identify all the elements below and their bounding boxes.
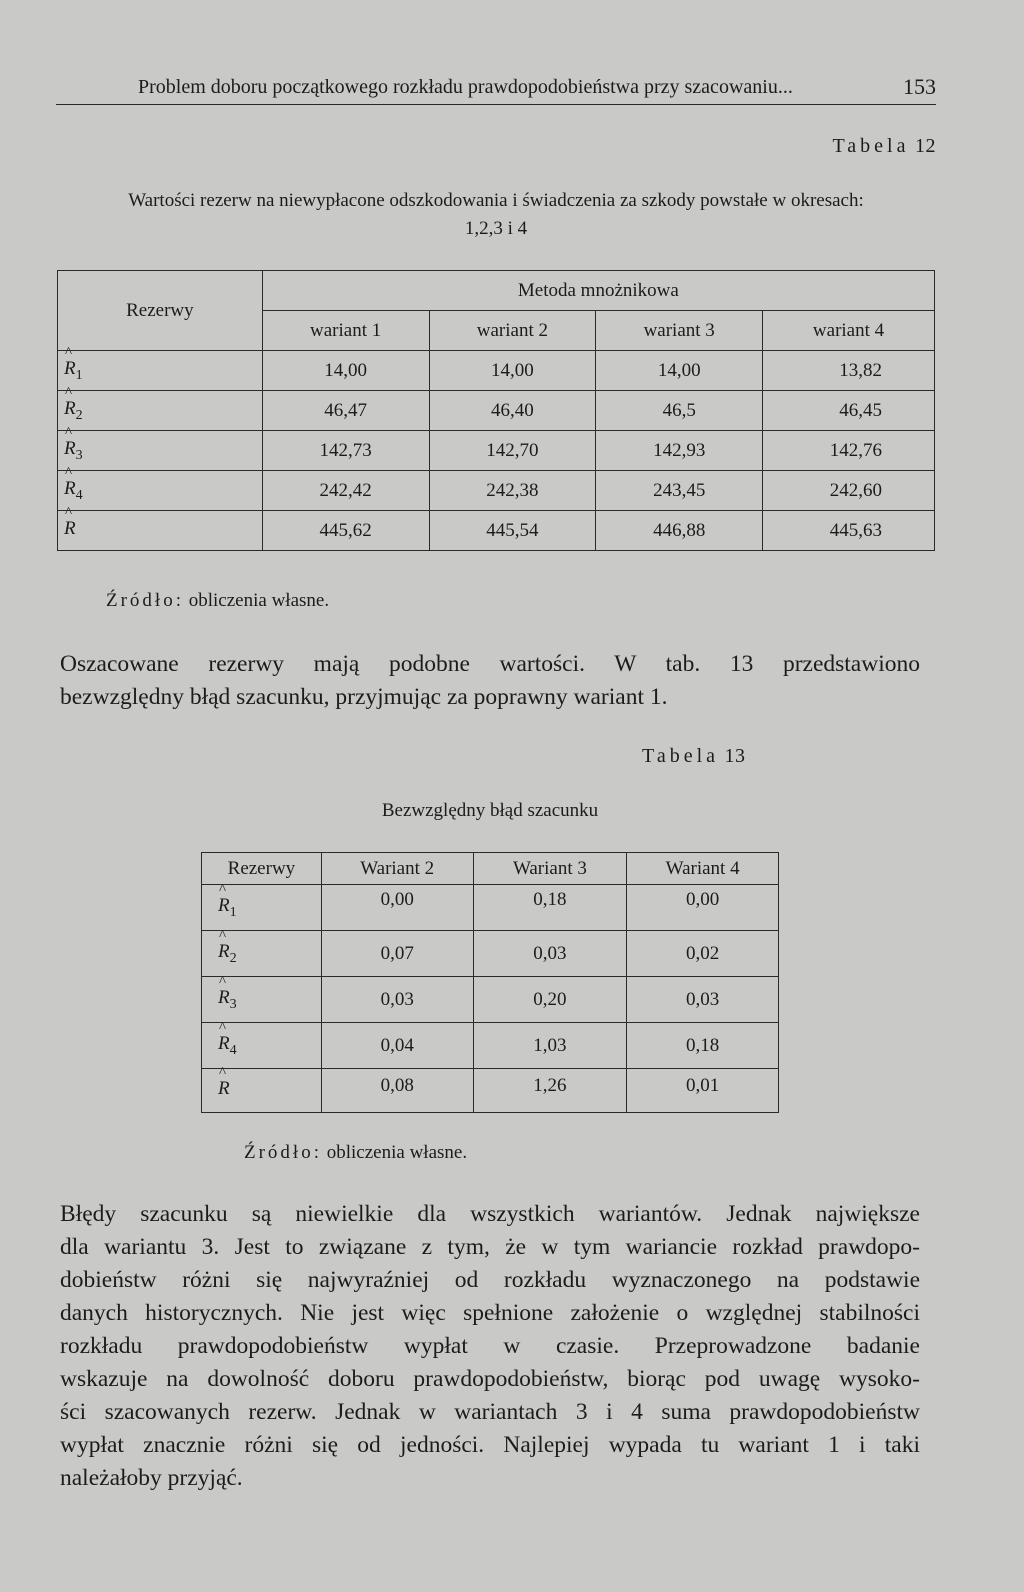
row-label [58, 511, 263, 551]
paragraph-line: wypłat znacznie różni się od jedności. Najlepiej wypada tu wariant 1 i taki [60, 1432, 920, 1458]
table-cell: 0,18 [627, 1023, 779, 1069]
table-cell: 0,03 [473, 931, 627, 977]
table13-column-headers [202, 853, 779, 885]
table-cell: 0,08 [321, 1069, 473, 1113]
table13-label-word: Tabela [642, 745, 720, 767]
table-row [202, 885, 779, 931]
row-label [58, 351, 263, 391]
reserve-symbol: ^ $R_4$ [64, 478, 83, 504]
table-cell: 142,70 [429, 431, 596, 471]
reserve-symbol: ^ $R_2$ [218, 941, 237, 967]
source-text: obliczenia własne. [188, 590, 330, 611]
paragraph-line: bezwzględny błąd szacunku, przyjmując za poprawny wariant 1. [60, 684, 668, 710]
table13 [201, 852, 779, 1113]
table-cell: 142,76 [763, 431, 935, 471]
table12-col-header: wariant 4 [763, 311, 935, 351]
paragraph-line: rozkładu prawdopodobieństw wypłat w czasie. Przeprowadzone badanie [60, 1333, 920, 1359]
reserve-symbol: ^ $R_4$ [218, 1033, 237, 1059]
row-label [202, 1023, 322, 1069]
table-cell: 0,00 [627, 885, 779, 931]
table-cell: 445,63 [763, 511, 935, 551]
table-row [58, 351, 935, 391]
table-cell: 0,07 [321, 931, 473, 977]
running-head [56, 74, 936, 105]
table13-col-header: Wariant 2 [321, 853, 473, 885]
source-label: Źródło: [244, 1142, 322, 1163]
table13-col-header: Wariant 3 [473, 853, 627, 885]
table-row [58, 391, 935, 431]
row-label [202, 977, 322, 1023]
table12-group-header [262, 271, 934, 311]
table-cell: 1,03 [473, 1023, 627, 1069]
source-label: Źródło: [106, 590, 184, 611]
reserve-symbol: ^ $R_3$ [218, 987, 237, 1013]
table12-col-header: wariant 2 [429, 311, 596, 351]
table-cell: 0,18 [473, 885, 627, 931]
row-label [202, 1069, 322, 1113]
reserve-symbol: ^ $R_1$ [64, 358, 83, 384]
running-title: Problem doboru początkowego rozkładu prawdopodobieństwa przy szacowaniu... [138, 76, 793, 98]
paragraph-line: należałoby przyjąć. [60, 1465, 243, 1491]
table13-caption: Bezwzględny błąd szacunku [381, 800, 599, 821]
table-cell: 46,45 [763, 391, 935, 431]
row-label [58, 471, 263, 511]
table-cell: 142,93 [596, 431, 763, 471]
table12-group-header-text: Metoda mnożnikowa [517, 279, 679, 301]
table-row [202, 977, 779, 1023]
table12-label [832, 135, 936, 158]
paragraph-line: danych historycznych. Nie jest więc spełnione założenie o względnej stabilności [60, 1300, 920, 1326]
table-cell: 0,00 [321, 885, 473, 931]
reserve-symbol: ^ R [218, 1078, 230, 1104]
table-row [202, 1023, 779, 1069]
table-cell: 445,54 [429, 511, 596, 551]
table-cell: 46,5 [596, 391, 763, 431]
table-cell: 242,60 [763, 471, 935, 511]
table-cell: 142,73 [262, 431, 429, 471]
table12-caption-line1: Wartości rezerw na niewypłacone odszkodowania i świadczenia za szkody powstałe w okresach: [128, 190, 864, 211]
reserve-symbol: ^ $R_1$ [218, 895, 237, 921]
table-cell: 242,38 [429, 471, 596, 511]
table-cell: 0,03 [627, 977, 779, 1023]
row-label [58, 431, 263, 471]
page-number: 153 [903, 74, 936, 99]
paragraph-line: ści szacowanych rezerw. Jednak w wariantach 3 i 4 suma prawdopodobieństw [60, 1399, 920, 1425]
paragraph-line: dla wariantu 3. Jest to związane z tym, że w tym wariancie rozkład prawdopo- [60, 1234, 920, 1260]
paragraph-line: Błędy szacunku są niewielkie dla wszystkich wariantów. Jednak największe [60, 1201, 920, 1227]
table13-col-header: Wariant 4 [627, 853, 779, 885]
table-cell: 14,00 [429, 351, 596, 391]
table12-source [106, 590, 329, 612]
source-text: obliczenia własne. [326, 1142, 468, 1163]
table12 [57, 270, 935, 551]
table-row [202, 931, 779, 977]
paragraph-line: wskazuje na dowolność doboru prawdopodobieństw, biorąc pod uwagę wysoko- [60, 1366, 920, 1392]
reserve-symbol: ^ $R_3$ [64, 438, 83, 464]
table13-label [642, 745, 746, 768]
table-row [58, 511, 935, 551]
table-cell: 243,45 [596, 471, 763, 511]
table-row [202, 1069, 779, 1113]
table12-row-header [58, 271, 263, 351]
table-cell: 13,82 [763, 351, 935, 391]
reserve-symbol: ^ $R_2$ [64, 398, 83, 424]
table12-col-header: wariant 1 [262, 311, 429, 351]
table-cell: 0,20 [473, 977, 627, 1023]
reserve-symbol: ^ R [64, 518, 76, 544]
table13-col-header: Rezerwy [202, 853, 322, 885]
table-cell: 1,26 [473, 1069, 627, 1113]
table12-label-word: Tabela [832, 135, 910, 157]
table-cell: 446,88 [596, 511, 763, 551]
table-cell: 0,02 [627, 931, 779, 977]
table-cell: 0,03 [321, 977, 473, 1023]
table12-row-header-text: Rezerwy [126, 299, 194, 321]
row-label [202, 931, 322, 977]
paragraph-1 [60, 648, 920, 714]
table-cell: 46,47 [262, 391, 429, 431]
table-cell: 445,62 [262, 511, 429, 551]
table-cell: 242,42 [262, 471, 429, 511]
paragraph-line: dobieństw różni się najwyraźniej od rozkładu wyznaczonego na podstawie [60, 1267, 920, 1293]
table-row [58, 471, 935, 511]
row-label [202, 885, 322, 931]
paragraph-line: Oszacowane rezerwy mają podobne wartości. W tab. 13 przedstawiono [60, 651, 920, 677]
table-cell: 46,40 [429, 391, 596, 431]
table12-caption-line2: 1,2,3 i 4 [464, 218, 528, 239]
table-cell: 14,00 [596, 351, 763, 391]
table12-label-number: 12 [915, 135, 936, 157]
table-cell: 14,00 [262, 351, 429, 391]
paragraph-2 [60, 1198, 920, 1495]
table-row [58, 431, 935, 471]
row-label [58, 391, 263, 431]
table12-col-header: wariant 3 [596, 311, 763, 351]
table-cell: 0,04 [321, 1023, 473, 1069]
table-cell: 0,01 [627, 1069, 779, 1113]
table13-source [244, 1142, 467, 1164]
table13-label-number: 13 [724, 745, 746, 767]
